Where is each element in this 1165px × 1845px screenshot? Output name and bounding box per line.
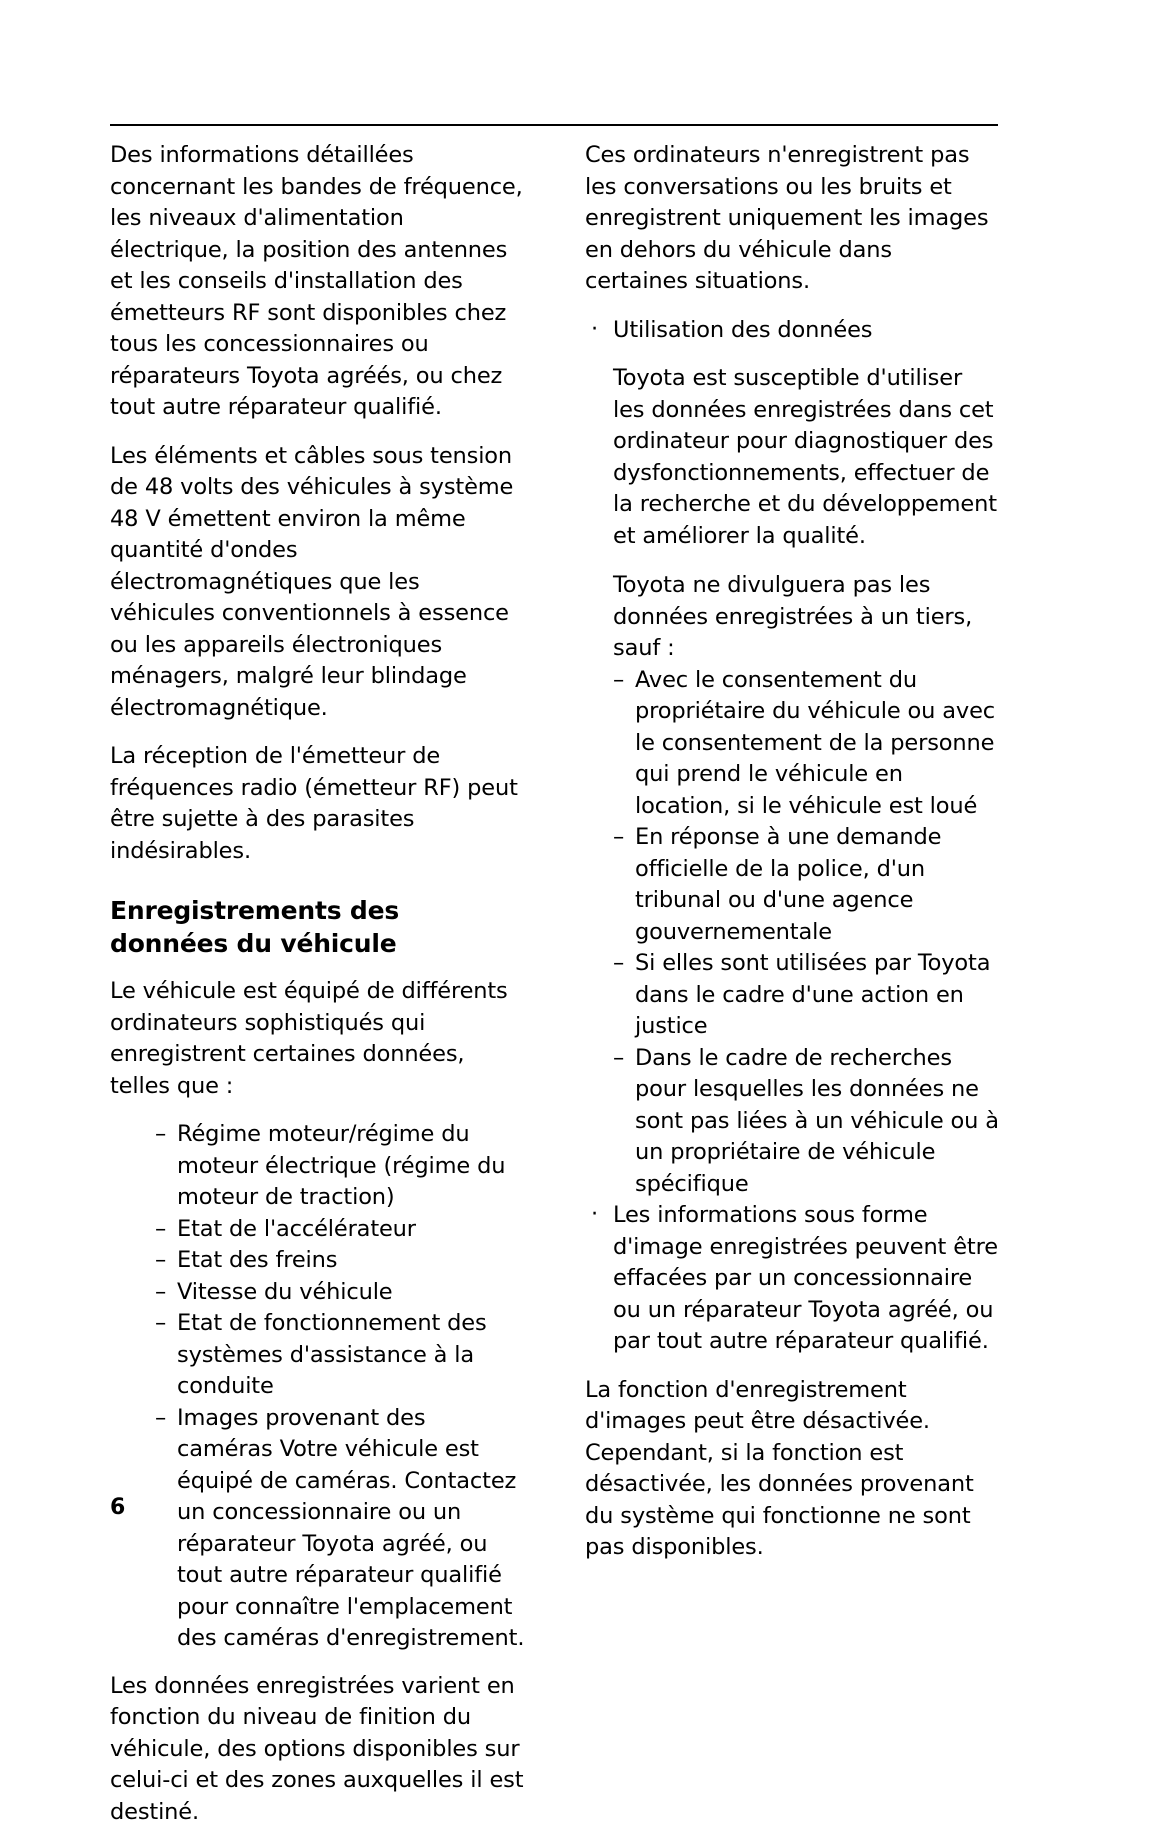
list-item-label: Si elles sont utilisées par Toyota dans le cadre d'une action en justice [635, 950, 991, 1039]
bullet-dot-icon: · [591, 315, 599, 342]
dash-marker-icon: – [613, 1044, 625, 1071]
paragraph-recorded-data-varies: Les données enregistrées varient en fonction du niveau de finition du véhicule, des options disponibles sur celui-ci et des zones auxquelles il est destiné. [110, 1672, 524, 1825]
paragraph-rf-transmitters: Des informations détaillées concernant les bandes de fréquence, les niveaux d'alimentation électrique, la position des antennes et les conseils d'installation des émetteurs RF sont disponibles chez tous les concessionnaires ou réparateurs Toyota agréés, ou chez tout autre réparateur qualifié. [110, 142, 523, 420]
list-item [613, 822, 1000, 948]
right-column [585, 140, 1000, 1845]
left-column [110, 140, 525, 1845]
list-item [155, 1119, 525, 1214]
dash-marker-icon: – [155, 1247, 167, 1273]
list-item-label: Etat de l'accélérateur [177, 1215, 416, 1242]
recorded-data-list [110, 1119, 525, 1655]
bullet-item-data-usage [585, 315, 1000, 347]
data-usage-bullet-list [585, 315, 1000, 347]
bullet-item-image-erasure [585, 1200, 1000, 1358]
two-column-body [110, 140, 1000, 1845]
list-item [613, 948, 1000, 1043]
page-number: 6 [110, 1495, 126, 1520]
section-heading-vehicle-data-recording: Enregistrements des données du véhicule [110, 896, 400, 958]
list-item-label: Images provenant des caméras Votre véhicule est équipé de caméras. Contactez un concessionnaire ou un réparateur Toyota agréé, ou tout autre réparateur qualifié pour connaître l'emplacement des caméras d'enregistrement. [177, 1404, 525, 1651]
list-item [155, 1245, 525, 1277]
list-item-label: Avec le consentement du propriétaire du véhicule ou avec le consentement de la personne qui prend le véhicule en location, si le véhicule est loué [635, 666, 995, 819]
list-item [613, 665, 1000, 823]
image-erasure-bullet-list [585, 1200, 1000, 1358]
paragraph-rf-reception: La réception de l'émetteur de fréquences radio (émetteur RF) peut être sujette à des parasites indésirables. [110, 743, 518, 864]
dash-marker-icon: – [613, 950, 625, 976]
dash-marker-icon: – [155, 1310, 167, 1336]
paragraph-recording-deactivation: La fonction d'enregistrement d'images peut être désactivée. Cependant, si la fonction est désactivée, les données provenant du système qui fonctionne ne sont pas disponibles. [585, 1376, 974, 1560]
bullet-dot-icon: · [591, 1201, 599, 1227]
dash-marker-icon: – [155, 1404, 167, 1431]
list-item-label: En réponse à une demande officielle de la police, d'un tribunal ou d'une agence gouvernementale [635, 824, 942, 945]
paragraph-no-third-party-disclosure: Toyota ne divulguera pas les données enregistrées à un tiers, sauf : [613, 572, 973, 661]
dash-marker-icon: – [155, 1215, 167, 1242]
list-item-label: Dans le cadre de recherches pour lesquelles les données ne sont pas liées à un véhicule ou à un propriétaire de véhicule spécifique [635, 1044, 999, 1197]
list-item-label: Régime moteur/régime du moteur électrique (régime du moteur de traction) [177, 1121, 506, 1210]
disclosure-exceptions-list [585, 665, 1000, 1201]
list-item [613, 1043, 1000, 1201]
list-item-label: Etat des freins [177, 1247, 338, 1273]
dash-marker-icon: – [155, 1278, 167, 1305]
dash-marker-icon: – [613, 824, 625, 850]
list-item [155, 1277, 525, 1309]
list-item-label: Etat de fonctionnement des systèmes d'assistance à la conduite [177, 1310, 487, 1399]
list-item [155, 1403, 525, 1655]
paragraph-no-audio-recording: Ces ordinateurs n'enregistrent pas les conversations ou les bruits et enregistrent uniquement les images en dehors du véhicule dans certaines situations. [585, 142, 989, 294]
paragraph-onboard-computers: Le véhicule est équipé de différents ordinateurs sophistiqués qui enregistrent certaines données, telles que : [110, 978, 508, 1099]
paragraph-48v-cables: Les éléments et câbles sous tension de 48 volts des véhicules à système 48 V émettent environ la même quantité d'ondes électromagnétiques que les véhicules conventionnels à essence ou les appareils électroniques ménagers, malgré leur blindage électromagnétique. [110, 442, 514, 721]
list-item-label: Vitesse du véhicule [177, 1278, 393, 1305]
dash-marker-icon: – [613, 666, 625, 693]
dash-marker-icon: – [155, 1121, 167, 1147]
list-item [155, 1308, 525, 1403]
header-rule [110, 124, 998, 126]
list-item [155, 1214, 525, 1246]
paragraph-toyota-data-use: Toyota est susceptible d'utiliser les données enregistrées dans cet ordinateur pour diagnostiquer des dysfonctionnements, effectuer de la recherche et du développement et améliorer la qualité. [613, 365, 997, 549]
bullet-item-label: Les informations sous forme d'image enregistrées peuvent être effacées par un concessionnaire ou un réparateur Toyota agréé, ou par tout autre réparateur qualifié. [613, 1202, 998, 1354]
bullet-item-label: Utilisation des données [613, 316, 873, 343]
